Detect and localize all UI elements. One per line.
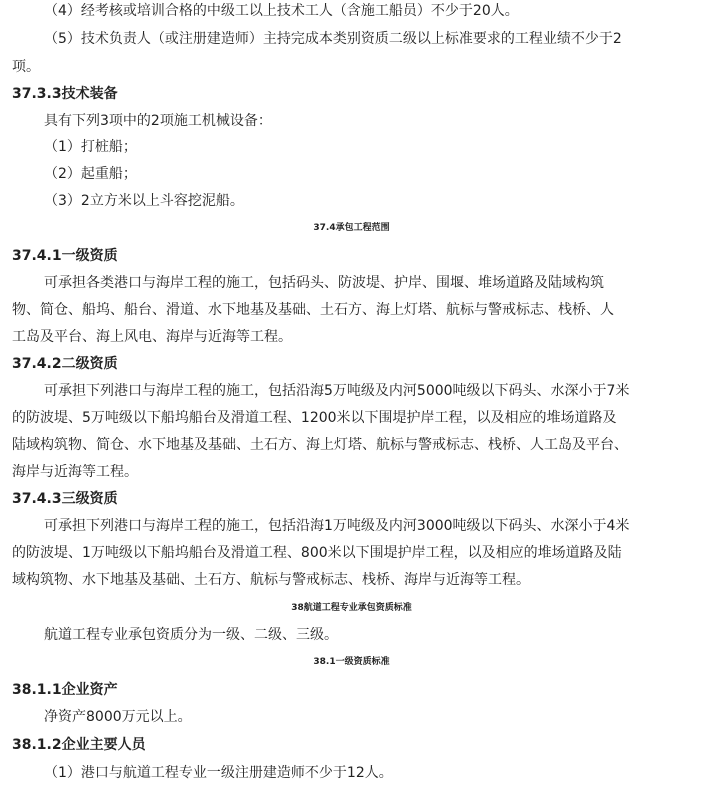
section-heading: 38.1.2企业主要人员 (12, 737, 146, 753)
text-line: 可承担各类港口与海岸工程的施工，包括码头、防波堤、护岸、围堰、堆场道路及陆域构筑 (44, 275, 604, 291)
text-line: 物、简仓、船坞、船台、滑道、水下地基及基础、土石方、海上灯塔、航标与警戒标志、栈桥、人 (12, 302, 614, 318)
text-line: 的防波堤、1万吨级以下船坞船台及滑道工程、800米以下围堤护岸工程，以及相应的堆场道路及陆 (12, 545, 622, 561)
text-line: （4）经考核或培训合格的中级工以上技术工人（含施工船员）不少于20人。 (44, 3, 519, 19)
text-line: 可承担下列港口与海岸工程的施工，包括沿海1万吨级及内河3000吨级以下码头、水深小于4米 (44, 518, 630, 534)
text-line: 航道工程专业承包资质分为一级、二级、三级。 (44, 627, 338, 643)
section-heading: 37.3.3技术装备 (12, 86, 118, 102)
text-line: 陆域构筑物、简仓、水下地基及基础、土石方、海上灯塔、航标与警戒标志、栈桥、人工岛及平台、 (12, 437, 628, 453)
section-title: 38.1一级资质标准 (313, 657, 390, 667)
text-line: 具有下列3项中的2项施工机械设备： (44, 113, 272, 129)
list-item: （1）港口与航道工程专业一级注册建造师不少于12人。 (44, 765, 393, 781)
section-heading: 38.1.1企业资产 (12, 682, 118, 698)
list-item: （3）2立方米以上斗容挖泥船。 (44, 193, 244, 209)
text-line: 的防波堤、5万吨级以下船坞船台及滑道工程、1200米以下围堤护岸工程，以及相应的堆场道路及 (12, 410, 617, 426)
text-line: 海岸与近海等工程。 (12, 464, 138, 480)
section-heading: 37.4.2二级资质 (12, 356, 118, 372)
list-item: （2）起重船； (44, 166, 137, 182)
text-line: 域构筑物、水下地基及基础、土石方、航标与警戒标志、栈桥、海岸与近海等工程。 (12, 572, 530, 588)
section-heading: 37.4.3三级资质 (12, 491, 118, 507)
section-heading: 37.4.1一级资质 (12, 248, 118, 264)
section-title: 38航道工程专业承包资质标准 (291, 603, 412, 613)
list-item: （1）打桩船； (44, 139, 137, 155)
section-title: 37.4承包工程范围 (313, 223, 390, 233)
text-line: 可承担下列港口与海岸工程的施工，包括沿海5万吨级及内河5000吨级以下码头、水深小于7米 (44, 383, 630, 399)
text-line: 净资产8000万元以上。 (44, 709, 192, 725)
text-line: （5）技术负责人（或注册建造师）主持完成本类别资质二级以上标准要求的工程业绩不少于2 (44, 31, 622, 47)
text-line: 项。 (12, 59, 40, 75)
text-line: 工岛及平台、海上风电、海岸与近海等工程。 (12, 329, 292, 345)
